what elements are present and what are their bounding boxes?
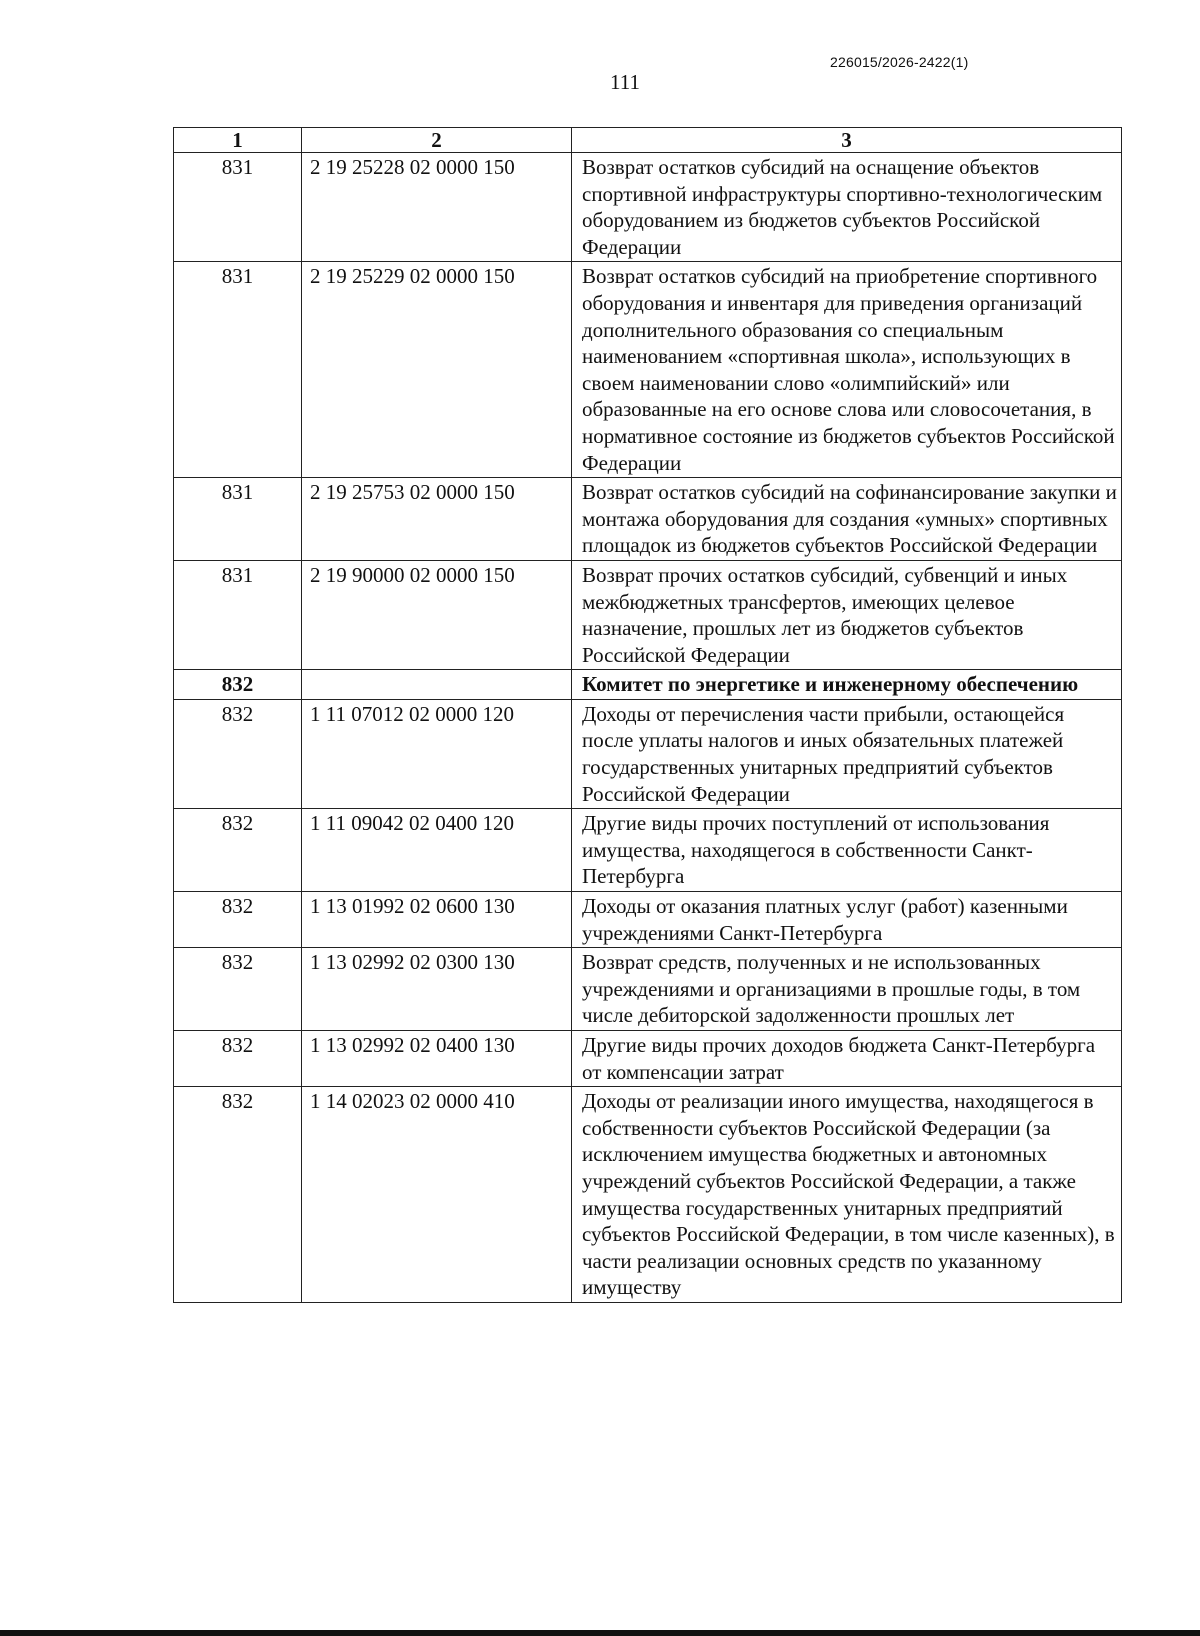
admin-code-cell: 832 (174, 1087, 302, 1303)
kbk-code-cell: 1 11 09042 02 0400 120 (302, 809, 572, 892)
description-cell: Возврат остатков субсидий на оснащение объектов спортивной инфраструктуры спортивно-технологическим оборудованием из бюджетов субъектов Российской Федерации (572, 153, 1122, 262)
admin-code-cell: 832 (174, 809, 302, 892)
description-cell: Возврат остатков субсидий на софинансирование закупки и монтажа оборудования для создания «умных» спортивных площадок из бюджетов субъектов Российской Федерации (572, 478, 1122, 561)
description-cell: Другие виды прочих поступлений от использования имущества, находящегося в собственности Санкт-Петербурга (572, 809, 1122, 892)
description-cell: Возврат прочих остатков субсидий, субвенций и иных межбюджетных трансфертов, имеющих целевое назначение, прошлых лет из бюджетов субъектов Российской Федерации (572, 560, 1122, 669)
admin-code-cell: 832 (174, 948, 302, 1031)
page-number: 111 (610, 70, 640, 94)
kbk-code-cell: 1 11 07012 02 0000 120 (302, 699, 572, 808)
description-cell: Доходы от реализации иного имущества, находящегося в собственности субъектов Российской Федерации (за исключением имущества бюджетных и автономных учреждений субъектов Российской Федерации, а также имущества государственных унитарных предприятий субъектов Российской Федерации, в том числе казенных), в части реализации основных средств по указанному имуществу (572, 1087, 1122, 1303)
table-row (174, 948, 1122, 1031)
kbk-code-cell: 1 13 02992 02 0300 130 (302, 948, 572, 1031)
table-row (174, 153, 1122, 262)
column-header-1: 1 (174, 128, 302, 153)
table-row (174, 1087, 1122, 1303)
table-row (174, 560, 1122, 669)
table-row (174, 478, 1122, 561)
description-cell: Доходы от оказания платных услуг (работ) казенными учреждениями Санкт-Петербурга (572, 892, 1122, 948)
kbk-code-cell: 1 14 02023 02 0000 410 (302, 1087, 572, 1303)
table-row (174, 670, 1122, 700)
admin-code-cell: 831 (174, 478, 302, 561)
table-row (174, 809, 1122, 892)
table-body (174, 153, 1122, 1303)
admin-code-cell: 831 (174, 262, 302, 478)
table-header-row (174, 128, 1122, 153)
table-row (174, 1031, 1122, 1087)
description-cell: Другие виды прочих доходов бюджета Санкт-Петербурга от компенсации затрат (572, 1031, 1122, 1087)
table-row (174, 892, 1122, 948)
scan-edge-bar (0, 1630, 1200, 1636)
admin-code-cell: 831 (174, 560, 302, 669)
kbk-code-cell (302, 670, 572, 700)
kbk-code-cell: 1 13 02992 02 0400 130 (302, 1031, 572, 1087)
admin-code-cell: 832 (174, 892, 302, 948)
table-row (174, 262, 1122, 478)
kbk-code-cell: 1 13 01992 02 0600 130 (302, 892, 572, 948)
description-cell: Доходы от перечисления части прибыли, остающейся после уплаты налогов и иных обязательных платежей государственных унитарных предприятий субъектов Российской Федерации (572, 699, 1122, 808)
document-registration-code: 226015/2026-2422(1) (830, 54, 969, 70)
column-header-2: 2 (302, 128, 572, 153)
description-cell: Комитет по энергетике и инженерному обеспечению (572, 670, 1122, 700)
description-cell: Возврат остатков субсидий на приобретение спортивного оборудования и инвентаря для приведения организаций дополнительного образования со специальным наименованием «спортивная школа», использующих в своем наименовании слово «олимпийский» или образованные на его основе слова или словосочетания, в нормативное состояние из бюджетов субъектов Российской Федерации (572, 262, 1122, 478)
description-cell: Возврат средств, полученных и не использованных учреждениями и организациями в прошлые годы, в том числе дебиторской задолженности прошлых лет (572, 948, 1122, 1031)
table-row (174, 699, 1122, 808)
admin-code-cell: 832 (174, 699, 302, 808)
revenue-codes-table (173, 127, 1122, 1303)
admin-code-cell: 832 (174, 1031, 302, 1087)
kbk-code-cell: 2 19 90000 02 0000 150 (302, 560, 572, 669)
kbk-code-cell: 2 19 25228 02 0000 150 (302, 153, 572, 262)
admin-code-cell: 832 (174, 670, 302, 700)
admin-code-cell: 831 (174, 153, 302, 262)
kbk-code-cell: 2 19 25229 02 0000 150 (302, 262, 572, 478)
kbk-code-cell: 2 19 25753 02 0000 150 (302, 478, 572, 561)
column-header-3: 3 (572, 128, 1122, 153)
